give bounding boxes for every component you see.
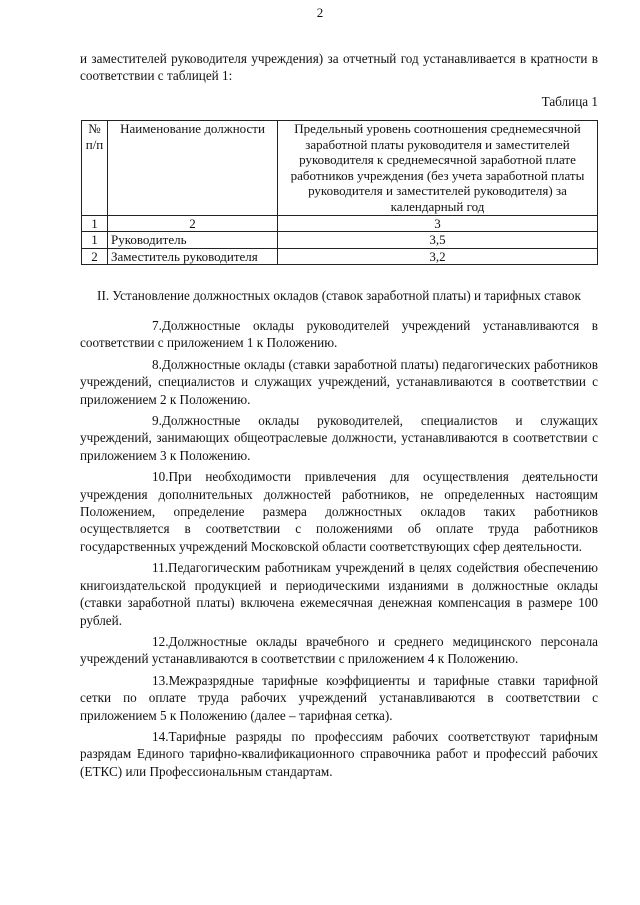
item-text: Межразрядные тарифные коэффициенты и тарифные ставки тарифной сетки по оплате труда рабочих учреждений устанавливаются в соответствии с приложением 5 к Положению (далее – тарифная сетка). xyxy=(80,672,598,723)
item-text: Должностные оклады руководителей учреждений устанавливаются в соответствии с приложением 1 к Положению. xyxy=(80,318,598,351)
numbered-paragraphs xyxy=(80,317,598,784)
table-row xyxy=(82,232,598,249)
row-num: 2 xyxy=(82,248,108,265)
item-number: 7. xyxy=(152,318,162,333)
paragraph-item xyxy=(80,412,598,464)
paragraph-item xyxy=(80,356,598,408)
salary-ratio-table xyxy=(81,120,598,265)
row-num: 1 xyxy=(82,232,108,249)
paragraph-item xyxy=(80,559,598,629)
header-position: Наименование должности xyxy=(108,121,278,216)
table-header-row xyxy=(82,121,598,216)
item-text: Должностные оклады руководителей, специалистов и служащих учреждений, занимающих общеотраслевые должности, устанавливаются в соответствии с приложением 3 к Положению. xyxy=(80,413,598,463)
paragraph-item xyxy=(80,728,598,780)
row-ratio: 3,5 xyxy=(278,232,598,249)
page-number: 2 xyxy=(316,5,324,20)
table-row xyxy=(82,248,598,265)
item-number: 12. xyxy=(152,633,169,649)
column-number: 3 xyxy=(278,215,598,232)
table-caption: Таблица 1 xyxy=(541,94,598,109)
column-number: 1 xyxy=(82,215,108,232)
item-text: Тарифные разряды по профессиям рабочих соответствуют тарифным разрядам Единого тарифно-квалификационного справочника работ и профессий рабочих (ЕТКС) или Профессиональным стандартам. xyxy=(80,728,598,779)
item-text: Педагогическим работникам учреждений в целях содействия обеспечению книгоиздательской продукцией и периодическими изданиями в должностные оклады (ставки заработной платы) включена ежемесячная денежная компенсация в размере 100 рублей. xyxy=(80,560,598,628)
row-position: Руководитель xyxy=(108,232,278,249)
intro-paragraph: и заместителей руководителя учреждения) за отчетный год устанавливается в кратности в соответствии с таблицей 1: xyxy=(80,51,598,84)
header-num: № п/п xyxy=(82,121,108,216)
item-number: 14. xyxy=(152,728,169,744)
item-number: 13. xyxy=(152,672,169,688)
paragraph-item xyxy=(80,633,598,668)
item-number: 8. xyxy=(152,356,162,372)
column-number: 2 xyxy=(108,215,278,232)
column-number-row xyxy=(82,215,598,232)
item-number: 10. xyxy=(152,469,169,485)
item-text: Должностные оклады врачебного и среднего медицинского персонала учреждений устанавливаются в соответствии с приложением 4 к Положению. xyxy=(80,633,598,667)
item-number: 11. xyxy=(152,560,168,576)
section-title: II. Установление должностных окладов (ставок заработной платы) и тарифных ставок xyxy=(97,288,581,303)
item-text: При необходимости привлечения для осуществления деятельности учреждения дополнительных должностей работников, не определенных настоящим Положением, определение размера должностных окладов таких работников осуществляется в соответствии с положениями об оплате труда работников государственных учреждений Московской области соответствующих сфер деятельности. xyxy=(80,469,598,554)
item-number: 9. xyxy=(152,413,162,429)
row-ratio: 3,2 xyxy=(278,248,598,265)
paragraph-item xyxy=(80,672,598,724)
header-ratio: Предельный уровень соотношения среднемесячной заработной платы руководителя и заместителей руководителя к среднемесячной заработной плате работников учреждения (без учета заработной платы руководителя и заместителей руководителя) за календарный год xyxy=(278,121,598,216)
paragraph-item xyxy=(80,317,598,352)
paragraph-item xyxy=(80,468,598,555)
row-position: Заместитель руководителя xyxy=(108,248,278,265)
item-text: Должностные оклады (ставки заработной платы) педагогических работников учреждений, специалистов и служащих учреждений, устанавливаются в соответствии с приложением 2 к Положению. xyxy=(80,356,598,407)
